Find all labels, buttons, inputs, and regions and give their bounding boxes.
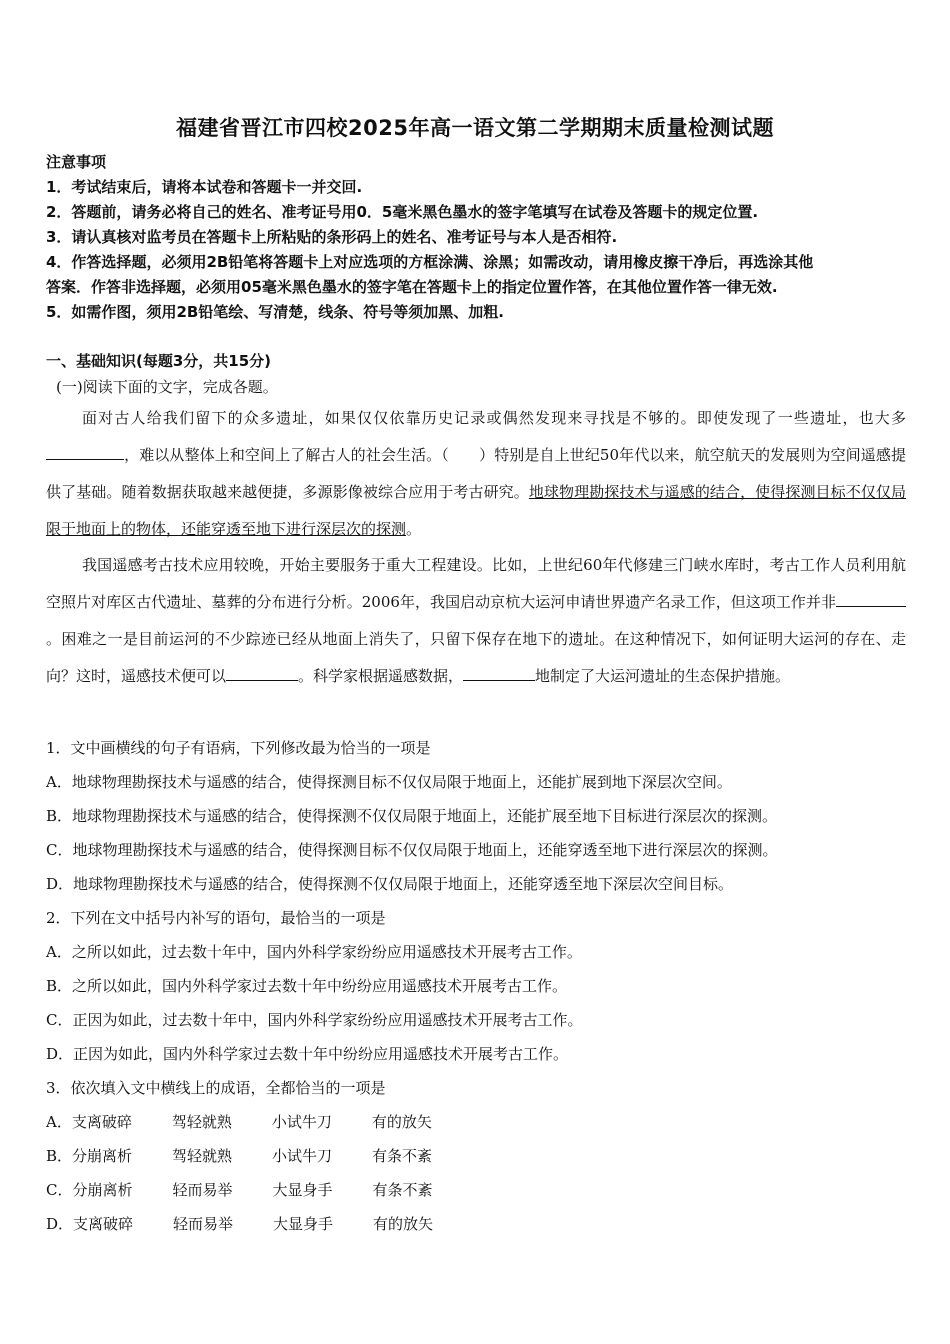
page-title: 福建省晋江市四校2025年高一语文第二学期期末质量检测试题 — [176, 116, 774, 140]
idiom: 轻而易举 — [173, 1215, 234, 1233]
notice-item: 1．考试结束后，请将本试卷和答题卡一并交回. — [46, 178, 363, 196]
idiom: 有条不紊 — [372, 1147, 433, 1165]
option-a: A．之所以如此，过去数十年中，国内外科学家纷纷应用遥感技术开展考古工作。 — [46, 943, 582, 961]
idiom: 大显身手 — [272, 1181, 333, 1199]
option-b: B．地球物理勘探技术与遥感的结合，使得探测不仅仅局限于地面上，还能扩展至地下目标进行深层次的探测。 — [46, 807, 778, 825]
idiom: 驾轻就熟 — [172, 1147, 233, 1165]
subsection-heading: (一)阅读下面的文字，完成各题。 — [56, 378, 278, 396]
idiom: 大显身手 — [273, 1215, 334, 1233]
idiom: 支离破碎 — [71, 1113, 132, 1131]
option-a — [46, 1111, 472, 1132]
idiom: 小试牛刀 — [271, 1113, 332, 1131]
option-d: D．正因为如此，国内外科学家过去数十年中纷纷应用遥感技术开展考古工作。 — [46, 1045, 569, 1063]
idiom: 有的放矢 — [373, 1215, 434, 1233]
question-stem: 3．依次填入文中横线上的成语，全都恰当的一项是 — [46, 1079, 386, 1097]
fill-blank — [463, 666, 535, 681]
option-letter: D． — [46, 1215, 74, 1233]
option-letter: C． — [46, 1181, 73, 1199]
option-c: C．正因为如此，过去数十年中，国内外科学家纷纷应用遥感技术开展考古工作。 — [46, 1011, 583, 1029]
notice-item: 2．答题前，请务必将自己的姓名、准考证号用0．5毫米黑色墨水的签字笔填写在试卷及答题卡的规定位置. — [46, 203, 759, 221]
option-d — [46, 1213, 473, 1234]
notice-item: 3．请认真核对监考员在答题卡上所粘贴的条形码上的姓名、准考证号与本人是否相符. — [46, 228, 618, 246]
passage-text: 。 — [406, 520, 422, 538]
passage-text: 。困难之一是目前运河的不少踪迹已经从地面上消失了，只留下保存在地下的遗址。在这种情况下，如何证明大运河的存在、走向？这时，遥感技术便可以 — [46, 630, 906, 685]
option-c — [46, 1179, 472, 1200]
passage-paragraph-2 — [46, 547, 906, 695]
idiom: 分崩离析 — [72, 1181, 133, 1199]
option-a: A．地球物理勘探技术与遥感的结合，使得探测目标不仅仅局限于地面上，还能扩展到地下深层次空间。 — [46, 773, 732, 791]
underlined-sentence: 地球物理勘探技术与遥感的结合，使得探测目标不仅仅局限于地面上的物体，还能穿透至地下进行深层次的探测 — [46, 483, 906, 538]
passage-text: 地制定了大运河遗址的生态保护措施。 — [535, 667, 791, 685]
notice-heading: 注意事项 — [46, 153, 107, 171]
fill-blank — [46, 445, 124, 460]
passage-text: ，难以从整体上和空间上了解古人的社会生活。（ ）特别是自上世纪50年代以来，航空航天的发展则为空间遥感提供了基础。随着数据获取越来越便捷，多源影像被综合应用于考古研究。 — [46, 446, 906, 501]
question-stem: 1．文中画横线的句子有语病，下列修改最为恰当的一项是 — [46, 739, 431, 757]
passage-text: 面对古人给我们留下的众多遗址，如果仅仅依靠历史记录或偶然发现来寻找是不够的。即使发现了一些遗址，也大多 — [82, 409, 906, 427]
notice-item: 5．如需作图，须用2B铅笔绘、写清楚，线条、符号等须加黑、加粗. — [46, 303, 505, 321]
idiom: 有条不紊 — [372, 1181, 433, 1199]
notice-item: 答案．作答非选择题，必须用05毫米黑色墨水的签字笔在答题卡上的指定位置作答，在其他位置作答一律无效. — [46, 278, 778, 296]
fill-blank — [226, 666, 298, 681]
notice-item: 4．作答选择题，必须用2B铅笔将答题卡上对应选项的方框涂满、涂黑；如需改动，请用橡皮擦干净后，再选涂其他 — [46, 253, 814, 271]
passage-text: 。科学家根据遥感数据， — [298, 667, 464, 685]
notice-block — [46, 150, 916, 325]
passage-paragraph-1 — [46, 400, 906, 548]
idiom: 轻而易举 — [172, 1181, 233, 1199]
idiom: 驾轻就熟 — [171, 1113, 232, 1131]
idiom: 有的放矢 — [371, 1113, 432, 1131]
idiom: 支离破碎 — [73, 1215, 134, 1233]
option-b: B．之所以如此，国内外科学家过去数十年中纷纷应用遥感技术开展考古工作。 — [46, 977, 568, 995]
option-b — [46, 1145, 472, 1166]
section-heading: 一、基础知识(每题3分，共15分) — [46, 352, 272, 370]
idiom: 小试牛刀 — [272, 1147, 333, 1165]
fill-blank — [836, 592, 906, 607]
idiom: 分崩离析 — [72, 1147, 133, 1165]
passage-text: 我国遥感考古技术应用较晚，开始主要服务于重大工程建设。比如，上世纪60年代修建三门峡水库时，考古工作人员利用航空照片对库区古代遗址、墓葬的分布进行分析。2006年，我国启动京杭大运河申请世界遗产名录工作，但这项工作并非 — [46, 556, 906, 611]
option-d: D．地球物理勘探技术与遥感的结合，使得探测不仅仅局限于地面上，还能穿透至地下深层次空间目标。 — [46, 875, 734, 893]
option-c: C．地球物理勘探技术与遥感的结合，使得探测目标不仅仅局限于地面上，还能穿透至地下进行深层次的探测。 — [46, 841, 778, 859]
question-stem: 2．下列在文中括号内补写的语句，最恰当的一项是 — [46, 909, 386, 927]
option-letter: A． — [46, 1113, 72, 1131]
option-letter: B． — [46, 1147, 73, 1165]
